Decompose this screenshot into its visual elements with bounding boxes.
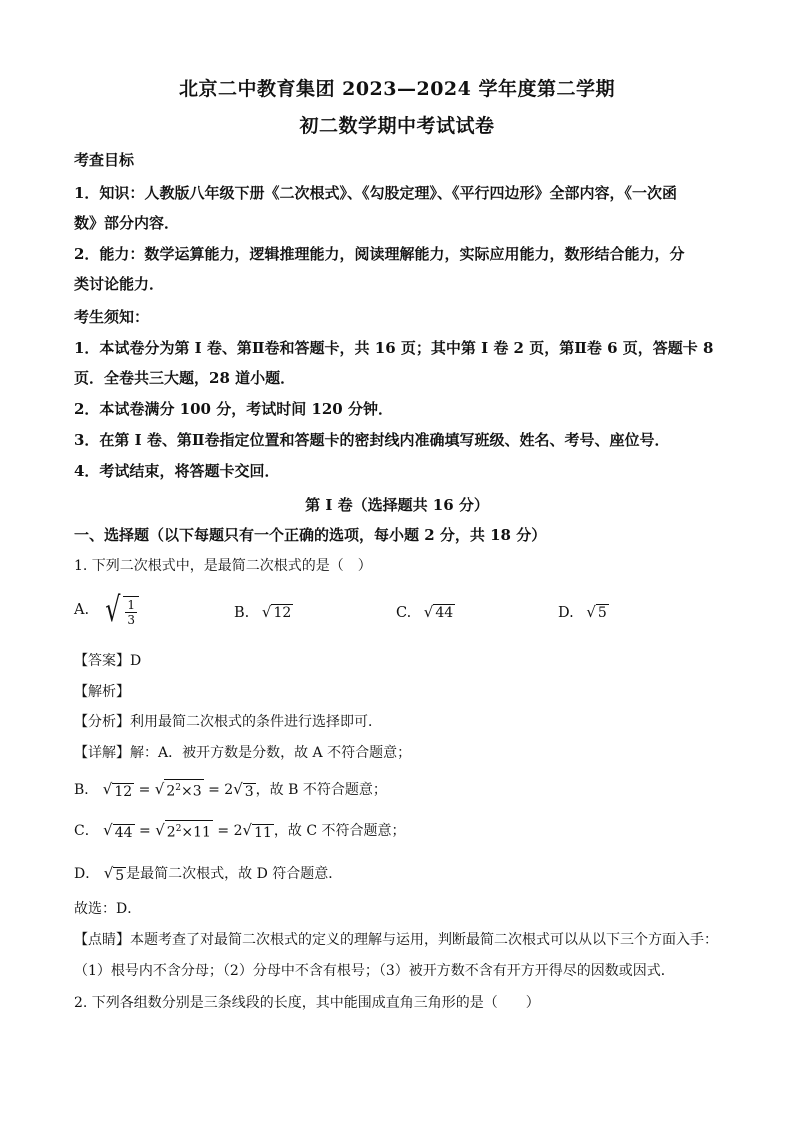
notice-1-line2: 页．全卷共三大题，28 道小题．: [74, 369, 296, 387]
section-1-title: 第 I 卷（选择题共 16 分）: [305, 496, 489, 514]
xiangjie-line: [74, 742, 734, 764]
radical-sign-icon: √: [586, 603, 596, 621]
option-d: [558, 603, 609, 621]
solution-d-radical: √ 5: [103, 864, 125, 884]
solution-b-suffix: ，故 B 不符合题意；: [255, 782, 387, 798]
option-d-radical: [586, 603, 608, 621]
radical-sign-icon: √: [102, 780, 113, 798]
solution-c-prefix: C．: [74, 823, 99, 839]
solution-b-radical-2: √ $2^2\times 3$: [154, 780, 202, 800]
answer-line: [74, 650, 734, 672]
radical-sign-icon: √: [103, 864, 114, 882]
notice-2: 2．本试卷满分 100 分，考试时间 120 分钟．: [74, 400, 393, 418]
conclusion: 故选：D．: [74, 901, 142, 917]
option-c: [396, 603, 455, 621]
dianjing-text: 本题考查了对最简二次根式的定义的理解与运用，判断最简二次根式可以从以下三个方面入手：: [130, 932, 718, 948]
dianjing-tag: 【点睛】: [74, 932, 130, 948]
option-a: [74, 590, 139, 630]
analysis-tag: 【解析】: [74, 684, 130, 700]
dianjing-line2: （1）根号内不含分母；（2）分母中不含有根号；（3）被开方数不含有开方开得尽的因数或因式．: [74, 963, 675, 979]
option-c-label: C.: [396, 605, 412, 621]
equals-sign: =: [138, 782, 151, 798]
solution-d-prefix: D．: [74, 866, 100, 882]
solution-b-equals-2: = 2: [208, 782, 234, 798]
radical-sign-icon: √: [104, 590, 121, 630]
option-a-fraction: [123, 596, 139, 627]
solution-c-line: [74, 819, 734, 842]
solution-c-radical-3: √ 11: [242, 821, 272, 841]
fenxi-line: [74, 711, 734, 733]
solution-b-prefix: B．: [74, 782, 99, 798]
question-2-stem: 2. 下列各组数分别是三条线段的长度，其中能围成直角三角形的是（ ）: [74, 995, 540, 1011]
option-b: [234, 603, 293, 621]
option-b-value: 12: [273, 605, 292, 621]
solution-d-line: [74, 862, 734, 885]
solution-c-equals-2: = 2: [217, 823, 243, 839]
option-a-label: A.: [74, 602, 90, 618]
notice-heading: 考生须知：: [74, 308, 150, 326]
fenxi-tag: 【分析】: [74, 714, 130, 730]
radical-sign-icon: √: [242, 821, 253, 839]
solution-b-line: [74, 778, 734, 801]
radical-sign-icon: √: [103, 821, 113, 839]
objective-1-line2: 数》部分内容．: [74, 214, 180, 232]
solution-c-radical-1: √ 44: [103, 821, 133, 841]
option-c-value: 44: [435, 605, 454, 621]
option-d-label: D.: [558, 605, 574, 621]
part-1-heading: 一、选择题（以下每题只有一个正确的选项，每小题 2 分，共 18 分）: [74, 526, 547, 544]
exam-title-line2: 初二数学期中考试试卷: [299, 115, 495, 137]
option-a-numerator: 1: [127, 598, 136, 612]
solution-b-radical-1: √ 12: [102, 780, 133, 800]
dianjing-line: [74, 929, 734, 951]
option-b-label: B.: [234, 605, 250, 621]
solution-c-suffix: ，故 C 不符合题意；: [273, 823, 406, 839]
radical-sign-icon: √: [233, 780, 243, 798]
objective-2-line1: 2．能力：数学运算能力，逻辑推理能力，阅读理解能力，实际应用能力，数形结合能力，分: [74, 245, 685, 263]
xiangjie-text: 解：A．被开方数是分数，故 A 不符合题意；: [130, 745, 412, 761]
option-d-value: 5: [597, 605, 607, 621]
answer-value: D: [130, 653, 142, 669]
exam-title-line1: 北京二中教育集团 2023—2024 学年度第二学期: [179, 78, 615, 100]
objective-1-line1: 1．知识：人教版八年级下册《二次根式》、《勾股定理》、《平行四边形》全部内容，《一次函: [74, 184, 677, 202]
notice-4: 4．考试结束，将答题卡交回．: [74, 462, 280, 480]
solution-b-radical-3: √ 3: [233, 780, 254, 800]
radical-sign-icon: √: [423, 603, 434, 621]
objective-2-line2: 类讨论能力．: [74, 275, 165, 293]
answer-tag: 【答案】: [74, 653, 130, 669]
objectives-heading: 考查目标: [74, 151, 135, 169]
option-a-radical: [102, 590, 139, 630]
option-c-radical: [424, 603, 455, 621]
fenxi-text: 利用最简二次根式的条件进行选择即可．: [130, 714, 382, 730]
question-1-stem: 1. 下列二次根式中，是最简二次根式的是（ ）: [74, 558, 372, 574]
radical-sign-icon: √: [155, 821, 165, 839]
solution-d-suffix: 是最简二次根式，故 D 符合题意．: [126, 866, 343, 882]
option-a-denominator: 3: [127, 613, 136, 627]
radical-sign-icon: √: [261, 603, 272, 621]
radical-sign-icon: √: [154, 780, 165, 798]
option-b-radical: [262, 603, 293, 621]
notice-3: 3．在第 I 卷、第Ⅱ卷指定位置和答题卡的密封线内准确填写班级、姓名、考号、座位号．: [74, 431, 670, 449]
xiangjie-tag: 【详解】: [74, 745, 130, 761]
equals-sign: =: [139, 823, 151, 839]
solution-c-radical-2: √ $2^2\times 11$: [155, 821, 211, 841]
notice-1-line1: 1．本试卷分为第 I 卷、第Ⅱ卷和答题卡，共 16 页；其中第 I 卷 2 页，第Ⅱ卷 6 页，答题卡 8: [74, 339, 714, 357]
